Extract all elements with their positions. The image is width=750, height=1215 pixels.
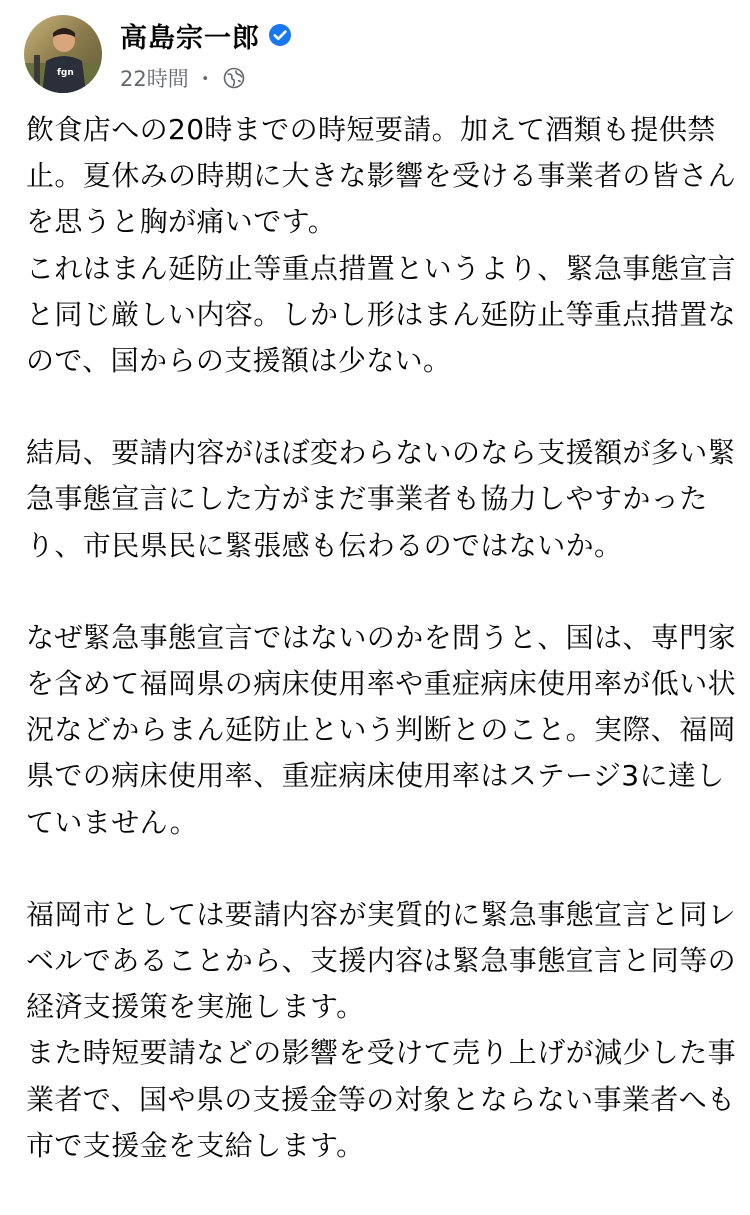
svg-text:fgn: fgn: [57, 68, 74, 78]
globe-icon[interactable]: [223, 67, 245, 89]
text-line: また時短要請などの影響を受けて売り上げが減少した事: [26, 1036, 737, 1070]
text-line: 況などからまん延防止という判断とのこと。実際、福岡: [26, 713, 737, 747]
text-line: ので、国からの支援額は少ない。: [26, 344, 452, 378]
verified-badge-icon: [268, 23, 292, 47]
post-header: [24, 14, 292, 94]
text-line: 結局、要請内容がほぼ変わらないのなら支援額が多い緊: [26, 436, 737, 470]
meta-separator: ・: [194, 66, 216, 91]
post-paragraph-2: [26, 430, 738, 569]
post-header-text: [120, 16, 292, 93]
text-line: ベルであることから、支援内容は緊急事態宣言と同等の: [26, 944, 737, 978]
text-line: ていません。: [26, 805, 199, 839]
text-line: 経済支援策を実施します。: [26, 990, 365, 1024]
post-body: [26, 107, 738, 1215]
post-paragraph-4: [26, 892, 738, 1169]
text-line: 業者で、国や県の支援金等の対象とならない事業者へも: [26, 1082, 736, 1116]
post-meta: [120, 63, 292, 93]
author-name[interactable]: 高島宗一郎: [120, 22, 260, 54]
text-line: これはまん延防止等重点措置というより、緊急事態宣言: [26, 251, 737, 285]
profile-photo: [24, 15, 102, 93]
post-timestamp[interactable]: 22時間: [120, 66, 189, 91]
text-line: 市で支援金を支給します。: [26, 1128, 365, 1162]
text-line: 県での病床使用率、重症病床使用率はステージ3に達し: [26, 759, 725, 793]
text-line: 急事態宣言にした方がまだ事業者も協力しやすかった: [26, 482, 708, 516]
author-avatar[interactable]: [24, 15, 102, 93]
text-line: を思うと胸が痛いです。: [26, 205, 337, 239]
text-line: 止。夏休みの時期に大きな影響を受ける事業者の皆さん: [26, 159, 737, 193]
post-paragraph-3: [26, 615, 738, 846]
text-line: り、市民県民に緊張感も伝わるのではないか。: [26, 528, 623, 562]
text-line: 福岡市としては要請内容が実質的に緊急事態宣言と同レ: [26, 897, 737, 931]
text-line: 飲食店への20時までの時短要請。加えて酒類も提供禁: [26, 113, 716, 146]
text-line: なぜ緊急事態宣言ではないのかを問うと、国は、専門家: [26, 620, 737, 654]
author-name-row: [120, 16, 292, 55]
text-line: を含めて福岡県の病床使用率や重症病床使用率が低い状: [26, 667, 737, 701]
text-line: と同じ厳しい内容。しかし形はまん延防止等重点措置な: [26, 297, 737, 331]
post-paragraph-1: [26, 107, 738, 384]
